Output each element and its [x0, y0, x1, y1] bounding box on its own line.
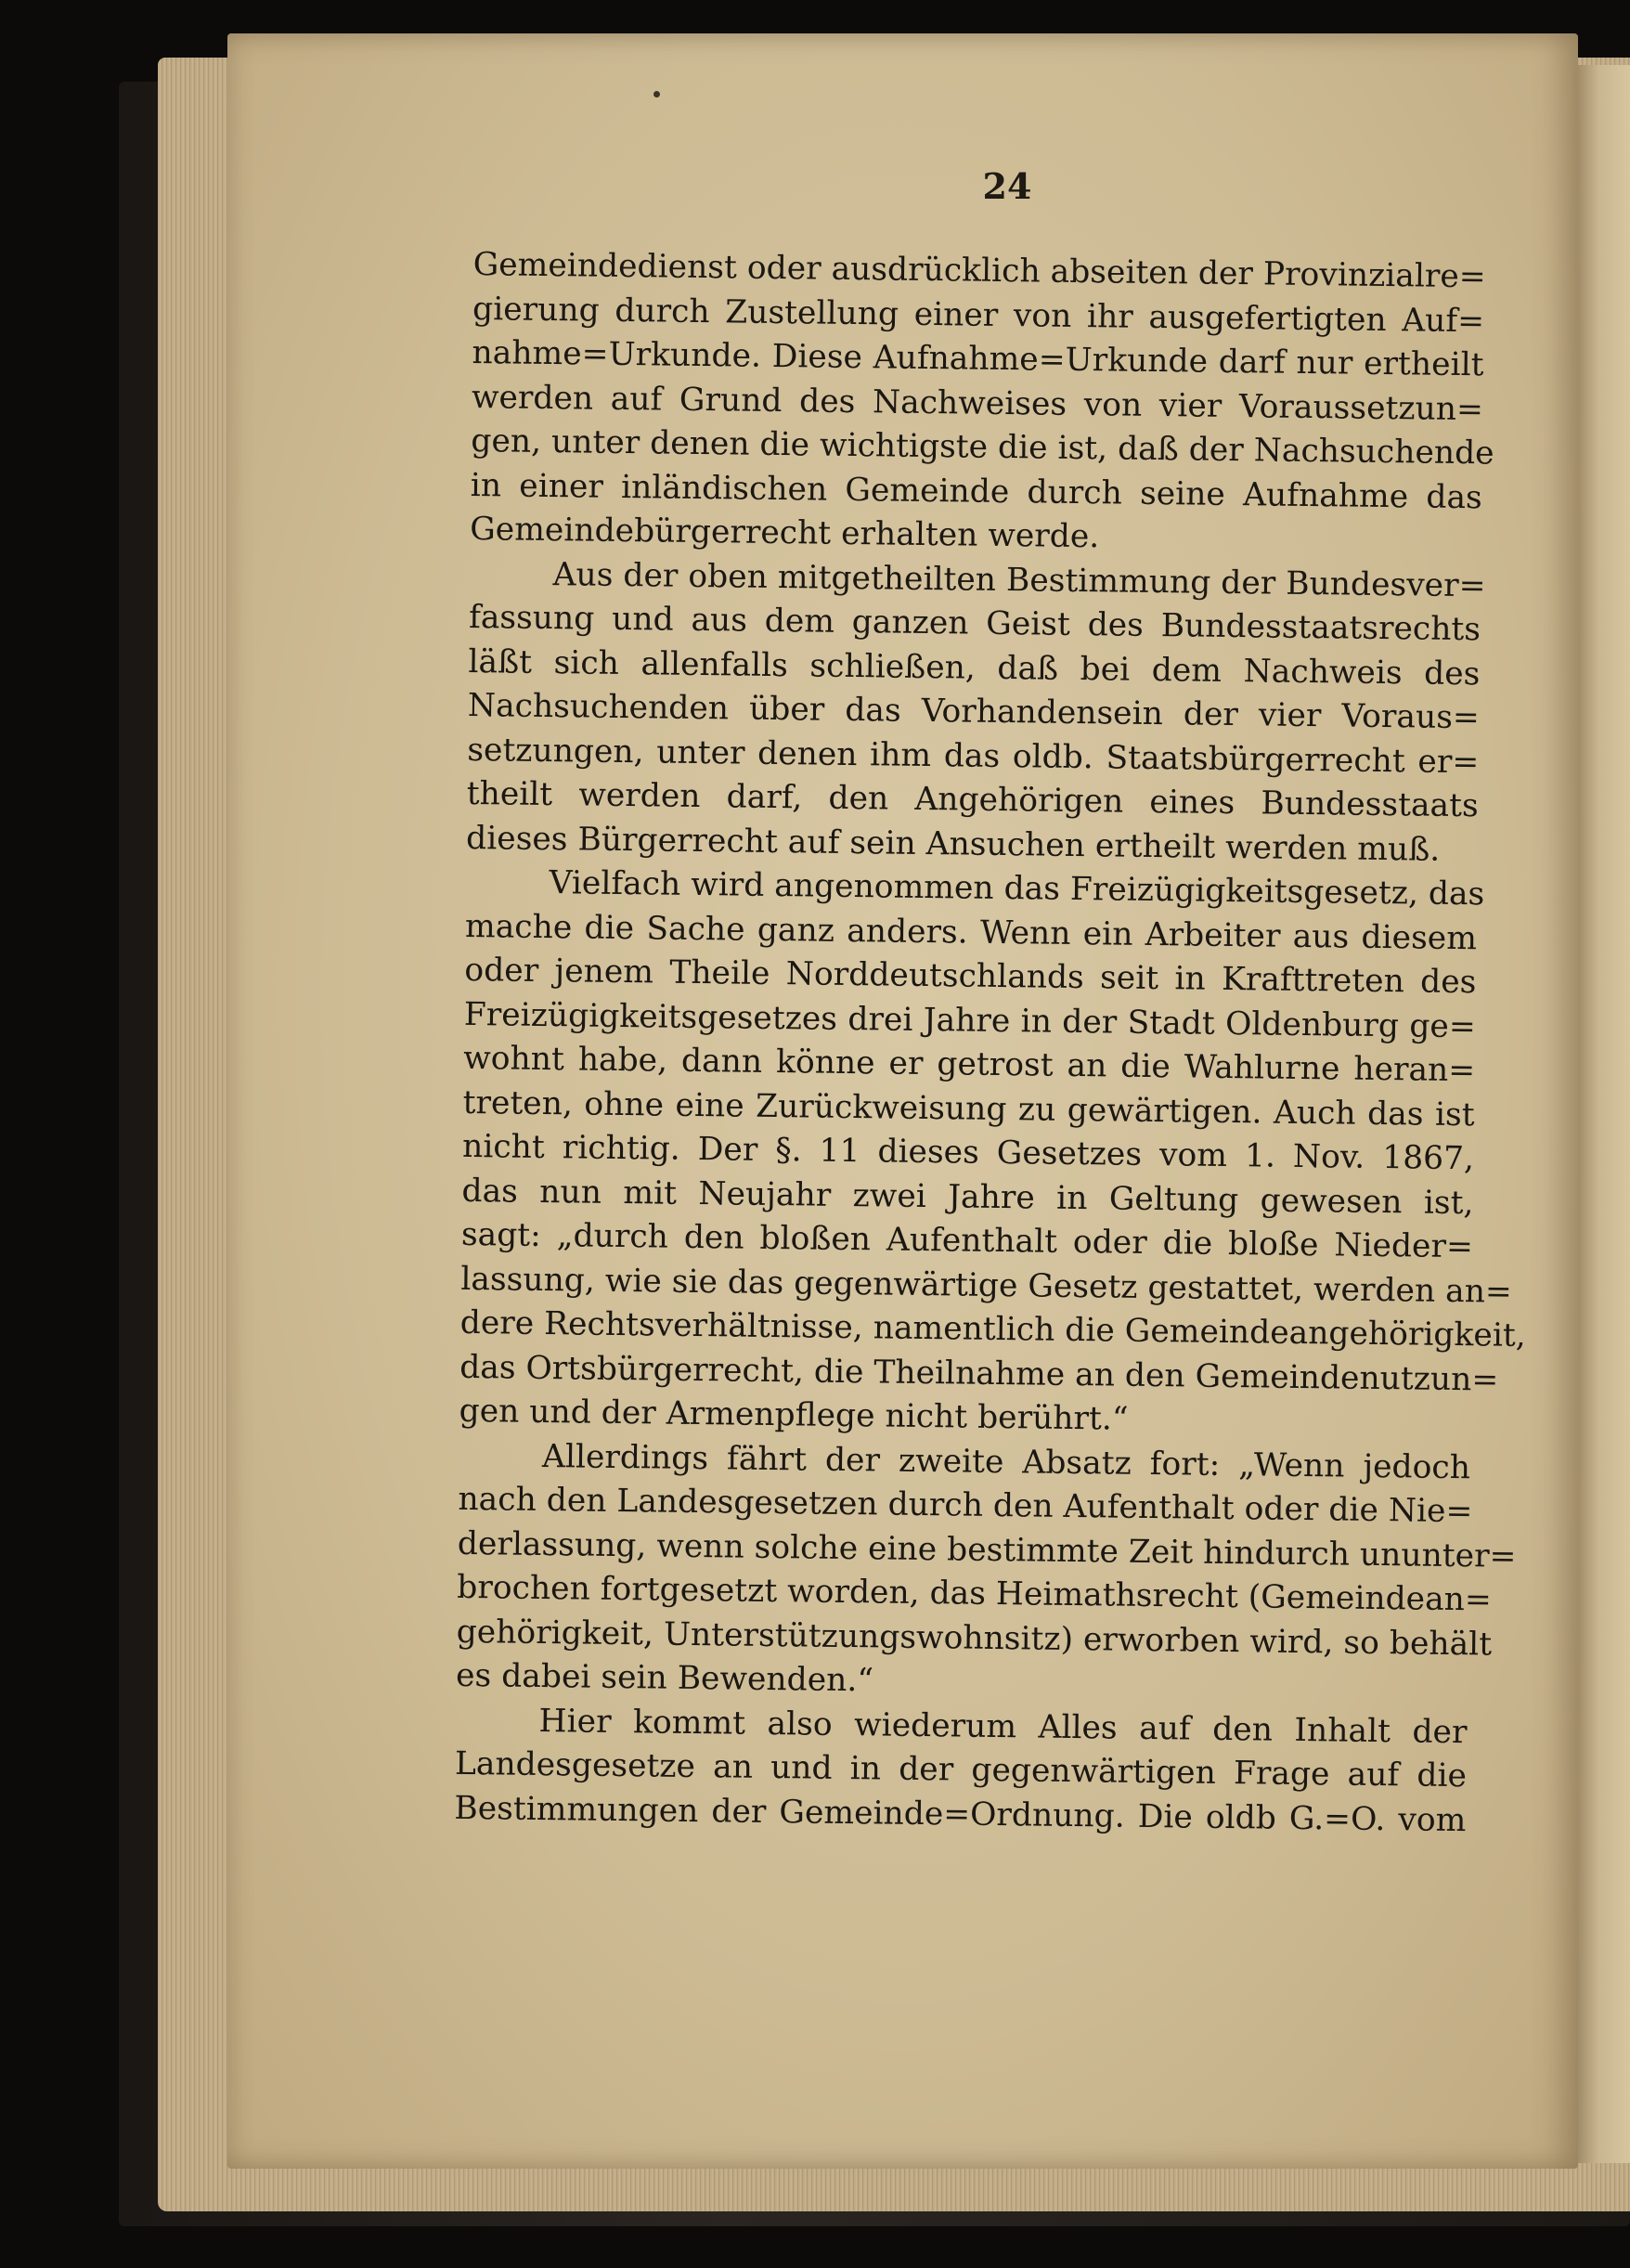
text-line: dieses Bürgerrecht auf sein Ansuchen ertheilt werden muß.	[465, 819, 1441, 869]
ink-spot	[653, 91, 660, 97]
text-line: oder jenem Theile Norddeutschlands seit in Krafttreten des	[464, 951, 1477, 1002]
text-line: Allerdings fährt der zweite Absatz fort: „Wenn jedoch	[541, 1437, 1471, 1486]
text-line: Vielfach wird angenommen das Freizügigkeitsgesetz, das	[549, 864, 1485, 914]
text-line: nach den Landesgesetzen durch den Aufenthalt oder die Nie=	[458, 1480, 1473, 1531]
text-line: nicht richtig. Der §. 11 dieses Gesetzes vom 1. Nov. 1867,	[461, 1127, 1475, 1178]
text-line: dere Rechtsverhältnisse, namentlich die Gemeindeangehörigkeit,	[459, 1303, 1526, 1354]
text-line: fassung und aus dem ganzen Geist des Bundesstaatsrechts	[468, 598, 1481, 649]
text-line: treten, ohne eine Zurückweisung zu gewärtigen. Auch das ist	[462, 1083, 1475, 1134]
text-line: mache die Sache ganz anders. Wenn ein Arbeiter aus diesem	[464, 907, 1478, 957]
text-line: wohnt habe, dann könne er getrost an die Wahlurne heran=	[463, 1039, 1476, 1090]
text-line: sagt: „durch den bloßen Aufenthalt oder die bloße Nieder=	[460, 1215, 1474, 1266]
text-line: es dabei sein Bewenden.“	[455, 1656, 874, 1700]
text-line: Freizügigkeitsgesetzes drei Jahre in der Stadt Oldenburg ge=	[463, 995, 1477, 1045]
text-line: gen und der Armenpflege nicht berührt.“	[459, 1392, 1129, 1438]
text-line: Gemeindebürgerrecht erhalten werde.	[469, 510, 1100, 556]
text-line: setzungen, unter denen ihm das oldb. Staatsbürgerrecht er=	[467, 731, 1480, 781]
text-line: gen, unter denen die wichtigste die ist, daß der Nachsuchende	[471, 421, 1494, 473]
text-line: nahme=Urkunde. Diese Aufnahme=Urkunde darf nur ertheilt	[472, 333, 1484, 384]
text-line: theilt werden darf, den Angehörigen eines Bundesstaats	[466, 774, 1479, 825]
text-line: gierung durch Zustellung einer von ihr ausgefertigten Auf=	[472, 290, 1485, 340]
text-line: lassung, wie sie das gegenwärtige Gesetz gestattet, werden an=	[460, 1260, 1513, 1311]
text-line: Bestimmungen der Gemeinde=Ordnung. Die oldb G.=O. vom	[454, 1789, 1467, 1839]
page-number: 24	[982, 165, 1032, 207]
text-line: Landesgesetze an und in der gegenwärtigen Frage auf die	[454, 1744, 1468, 1795]
body-text	[454, 243, 1526, 1843]
text-line: werden auf Grund des Nachweises von vier Voraussetzun=	[471, 378, 1484, 428]
text-line: das Ortsbürgerrecht, die Theilnahme an den Gemeindenutzun=	[459, 1348, 1499, 1399]
text-line: in einer inländischen Gemeinde durch seine Aufnahme das	[470, 466, 1482, 516]
text-line: Nachsuchenden über das Vorhandensein der vier Voraus=	[467, 686, 1481, 737]
text-line: gehörigkeit, Unterstützungswohnsitz) erworben wird, so behält	[456, 1613, 1493, 1664]
text-line: das nun mit Neujahr zwei Jahre in Geltung gewesen ist,	[461, 1172, 1474, 1222]
text-line: läßt sich allenfalls schließen, daß bei dem Nachweis des	[468, 642, 1481, 693]
text-line: Hier kommt also wiederum Alles auf den Inhalt der	[538, 1702, 1468, 1751]
text-line: Aus der oben mitgetheilten Bestimmung der Bundesver=	[552, 555, 1486, 604]
text-line: derlassung, wenn solche eine bestimmte Zeit hindurch ununter=	[457, 1524, 1517, 1575]
text-line: brochen fortgesetzt worden, das Heimathsrecht (Gemeindean=	[457, 1568, 1493, 1619]
text-line: Gemeindedienst oder ausdrücklich abseiten der Provinzialre=	[472, 245, 1486, 296]
